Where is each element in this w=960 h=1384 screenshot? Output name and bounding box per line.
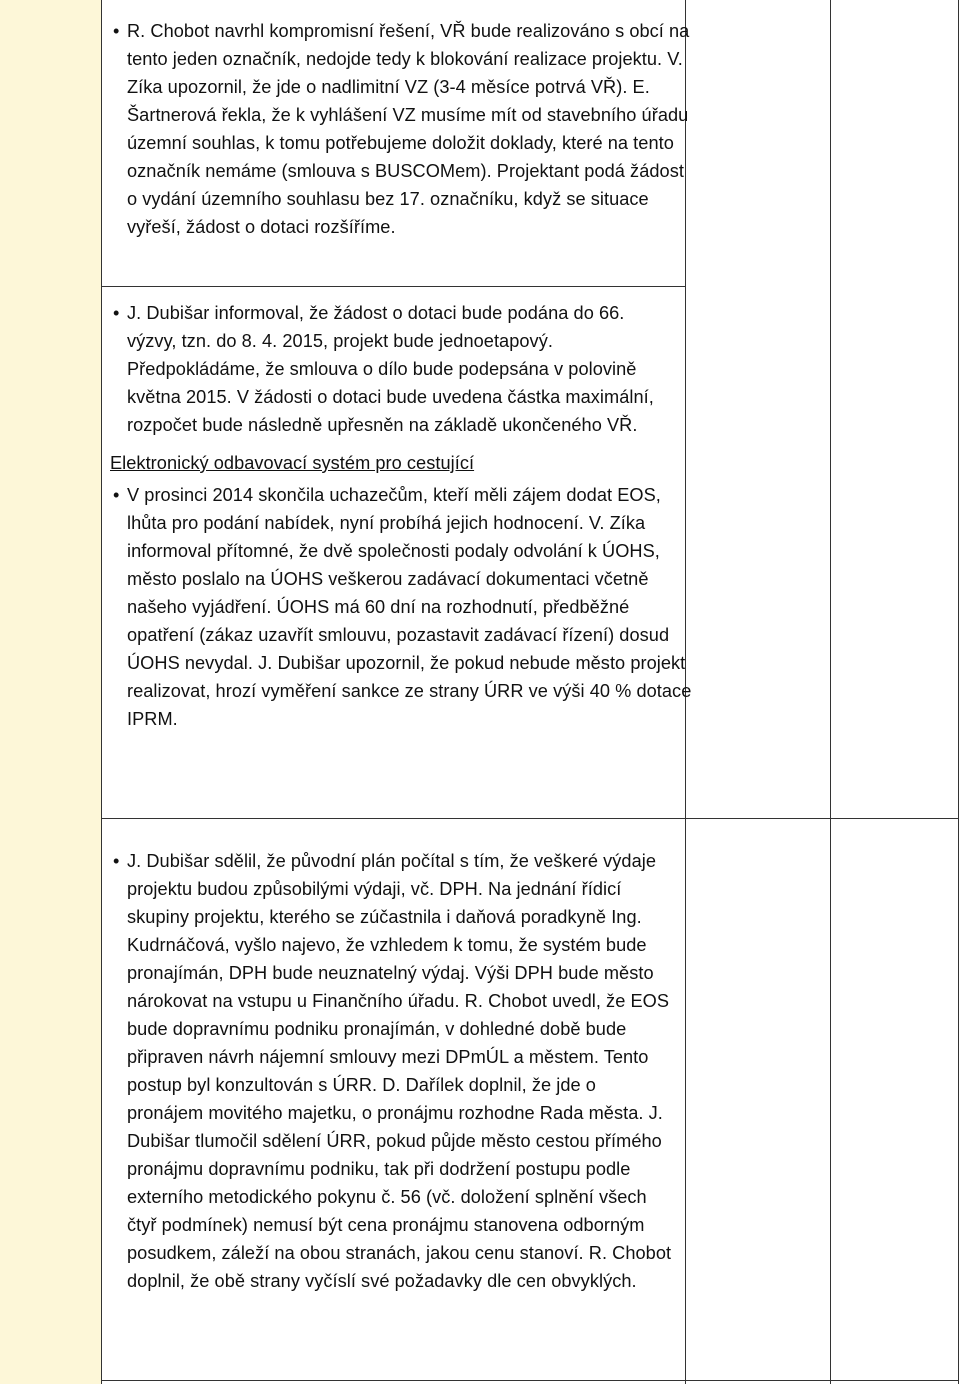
list-item: • R. Chobot navrhl kompromisní řešení, VŘ bude realizováno s obcí na tento jeden označník, nedojde tedy k blokování realizace projektu. V. Zíka upozornil, že jde o nadlimitní VZ (3-4 měsíce potrvá VŘ). E. Šartnerová řekla, že k vyhlášení VZ musíme mít od stavebního úřadu územní souhlas, k tomu potřebujeme doložit doklady, které na tento označník nemáme (smlouva s BUSCOMem). Projektant podá žádost o vydání územního souhlasu bez 17. označníku, když se situace vyřeší, žádost o dotaci rozšíříme.: [101, 17, 693, 241]
table-cell: [101, 299, 692, 733]
list-item: • V prosinci 2014 skončila uchazečům, kteří měli zájem dodat EOS, lhůta pro podání nabídek, nyní probíhá jejich hodnocení. V. Zíka informoval přítomné, že dvě společnosti podaly odvolání k ÚOHS, město poslalo na ÚOHS veškerou zadávací dokumentaci včetně našeho vyjádření. ÚOHS má 60 dní na rozhodnutí, předběžné opatření (zákaz uzavřít smlouvu, pozastavit zadávací řízení) dosud ÚOHS nevydal. J. Dubišar upozornil, že pokud nebude město projekt realizovat, hrozí vyměření sankce ze strany ÚRR ve výši 40 % dotace IPRM.: [101, 481, 693, 733]
table-cell: [101, 847, 685, 1295]
table-cell: [101, 17, 690, 241]
list-item: • J. Dubišar informoval, že žádost o dotaci bude podána do 66. výzvy, tzn. do 8. 4. 2015, projekt bude jednoetapový. Předpokládáme, že smlouva o dílo bude podepsána v polovině května 2015. V žádosti o dotaci bude uvedena částka maximální, rozpočet bude následně upřesněn na základě ukončeného VŘ.: [101, 299, 667, 439]
table-border: [101, 1380, 959, 1381]
section-heading: Elektronický odbavovací systém pro cestující: [110, 453, 475, 473]
table-border: [830, 0, 831, 1384]
table-border: [101, 818, 959, 819]
table-border: [101, 286, 685, 287]
table-border: [958, 0, 959, 1384]
list-item: • J. Dubišar sdělil, že původní plán počítal s tím, že veškeré výdaje projektu budou způsobilými výdaji, vč. DPH. Na jednání řídicí skupiny projektu, kterého se zúčastnila i daňová poradkyně Ing. Kudrnáčová, vyšlo najevo, že vzhledem k tomu, že systém bude pronajímán, DPH bude neuznatelný výdaj. Výši DPH bude město nárokovat na vstupu u Finančního úřadu. R. Chobot uvedl, že EOS bude dopravnímu podniku pronajímán, v dohledné době bude připraven návrh nájemní smlouvy mezi DPmÚL a městem. Tento postup byl konzultován s ÚRR. D. Dařílek doplnil, že jde o pronájem movitého majetku, o pronájmu rozhodne Rada města. J. Dubišar tlumočil sdělení ÚRR, pokud půjde město cestou přímého pronájmu dopravnímu podniku, tak při dodržení postupu podle externího metodického pokynu č. 56 (vč. doložení splnění všech čtyř podmínek) nemusí být cena pronájmu stanovena odborným posudkem, záleží na obou stranách, jakou cenu stanoví. R. Chobot doplnil, že obě strany vyčíslí své požadavky dle cen obvyklých.: [101, 847, 675, 1295]
left-margin-column: [0, 0, 101, 1384]
